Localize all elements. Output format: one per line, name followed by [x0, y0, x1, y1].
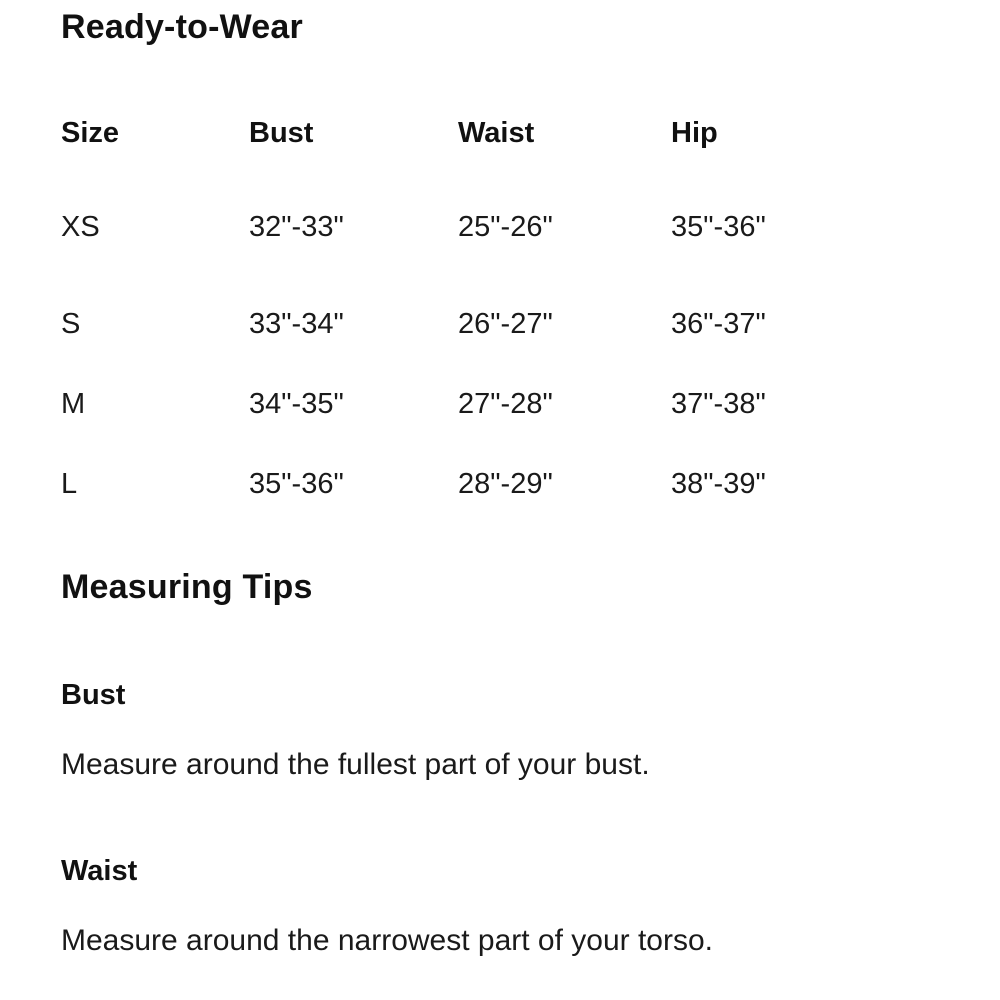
tip-text: Measure around the narrowest part of your torso.: [61, 924, 714, 957]
measuring-tips-title: Measuring Tips: [61, 568, 313, 606]
waist-cell: 26"-27": [458, 307, 553, 340]
hip-cell: 36"-37": [671, 307, 766, 340]
bust-cell: 35"-36": [249, 467, 344, 500]
column-header-bust: Bust: [249, 116, 314, 149]
size-chart-table: [61, 110, 961, 524]
bust-cell: 33"-34": [249, 307, 344, 340]
table-row: [61, 364, 961, 444]
hip-cell: 37"-38": [671, 387, 766, 420]
column-header-hip: Hip: [671, 116, 718, 149]
waist-cell: 28"-29": [458, 467, 553, 500]
bust-cell: 32"-33": [249, 210, 344, 243]
table-row: [61, 284, 961, 364]
size-cell: XS: [61, 210, 100, 243]
column-header-size: Size: [61, 116, 120, 149]
waist-cell: 25"-26": [458, 210, 553, 243]
bust-cell: 34"-35": [249, 387, 344, 420]
ready-to-wear-title: Ready-to-Wear: [61, 8, 303, 46]
hip-cell: 38"-39": [671, 467, 766, 500]
tip-text: Measure around the fullest part of your bust.: [61, 748, 650, 781]
size-cell: S: [61, 307, 81, 340]
hip-cell: 35"-36": [671, 210, 766, 243]
tip-waist: [61, 854, 961, 959]
size-cell: M: [61, 387, 86, 420]
tip-bust: [61, 678, 961, 783]
size-cell: L: [61, 467, 78, 500]
tip-heading: Bust: [61, 679, 126, 711]
tip-heading: Waist: [61, 855, 138, 887]
column-header-waist: Waist: [458, 116, 535, 149]
waist-cell: 27"-28": [458, 387, 553, 420]
table-row: [61, 204, 961, 284]
table-header-row: [61, 110, 961, 204]
table-row: [61, 444, 961, 524]
